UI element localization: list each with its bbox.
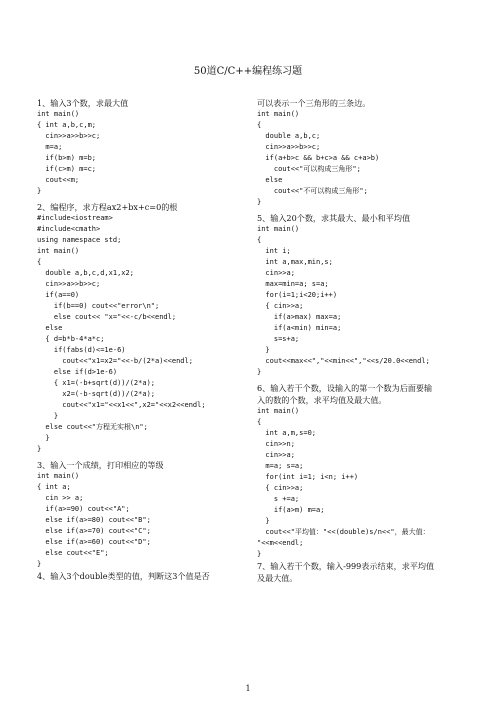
- exercise-7-heading-line2: 及最大值。: [257, 573, 298, 583]
- exercise-7: [257, 560, 469, 584]
- exercise-2: [37, 201, 247, 455]
- exercise-5: [257, 212, 469, 378]
- exercise-6: [257, 382, 469, 560]
- page-number: 1: [245, 684, 251, 693]
- exercise-6-heading-line2: 入的数的个数，求平均值及最大值。: [257, 395, 387, 405]
- exercise-4-heading-continued: 可以表示一个三角形的三条边。: [257, 98, 371, 108]
- exercise-4-continued: [257, 97, 469, 208]
- exercise-5-heading: 5、输入20个数，求其最大、最小和平均值: [257, 213, 411, 223]
- exercise-1-heading: 1、输入3个数，求最大值: [37, 98, 129, 108]
- exercise-3-heading: 3、输入一个成绩，打印相应的等级: [37, 460, 164, 470]
- left-column: [37, 97, 247, 582]
- exercise-1: [37, 97, 247, 197]
- page-title: 50道C/C++编程练习题: [193, 66, 303, 77]
- exercise-3: [37, 459, 247, 570]
- exercise-4-heading: 4、输入3个double类型的值，判断这3个值是否: [37, 571, 210, 581]
- exercise-1-code: int main() { int a,b,c,m; cin>>a>>b>>c; m=a; if(b>m) m=b; if(c>m) m=c; cout<<m; }: [37, 110, 101, 195]
- exercise-5-code: int main() { int i; int a,max,min,s; cin>>a; max=min=a; s=a; for(i=1;i<20;i++) { cin>>a; if(a>max) max=a; if(a<min) min=a; s=s+a; } cout<<max<<","<<min<<","<<s/20.0<<endl; }: [257, 225, 430, 376]
- exercise-2-code: #include<iostream> #include<cmath> using namespace std; int main() { double a,b,c,d,x1,x2; cin>>a>>b>>c; if(a==0) if(b==0) cout<<"error\n"; else cout<< "x="<<-c/b<<endl; else { d=b*b-4*a*c; if(fabs(d)<=1e-6) cout<<"x1=x2="<<-b/(2*a)<<endl; else if(d>1e-6) { x1=(-b+sqrt(d))/(2*a); x2=(-b-sqrt(d))/(2*a); cout<<"x1="<<x1<<",x2="<<x2<<endl; } else cout<<"方程无实根\n"; } }: [37, 214, 206, 453]
- exercise-7-heading: 7、输入若干个数，输入-999表示结束，求平均值: [257, 561, 435, 571]
- exercise-3-code: int main() { int a; cin >> a; if(a>=90) cout<<"A"; else if(a>=80) cout<<"B"; else if(a>=70) cout<<"C"; else if(a>=60) cout<<"D"; else cout<<"E"; }: [37, 472, 151, 568]
- exercise-6-heading: 6、输入若干个数，设输入的第一个数为后面要输: [257, 383, 433, 393]
- right-column: [257, 97, 469, 584]
- exercise-4: [37, 570, 247, 582]
- exercise-2-heading: 2、编程序，求方程ax2+bx+c=0的根: [37, 202, 178, 212]
- exercise-4-code: int main() { double a,b,c; cin>>a>>b>>c; if(a+b>c && b+c>a && c+a>b) cout<<"可以构成三角形"; else cout<<"不可以构成三角形"; }: [257, 110, 380, 206]
- exercise-6-code: int main() { int a,m,s=0; cin>>n; cin>>a; m=a; s=a; for(int i=1; i<n; i++) { cin>>a; s +=a; if(a>m) m=a; } cout<<"平均值："<<(double)s/n<<"，最大值： "<<m<<endl; }: [257, 407, 430, 558]
